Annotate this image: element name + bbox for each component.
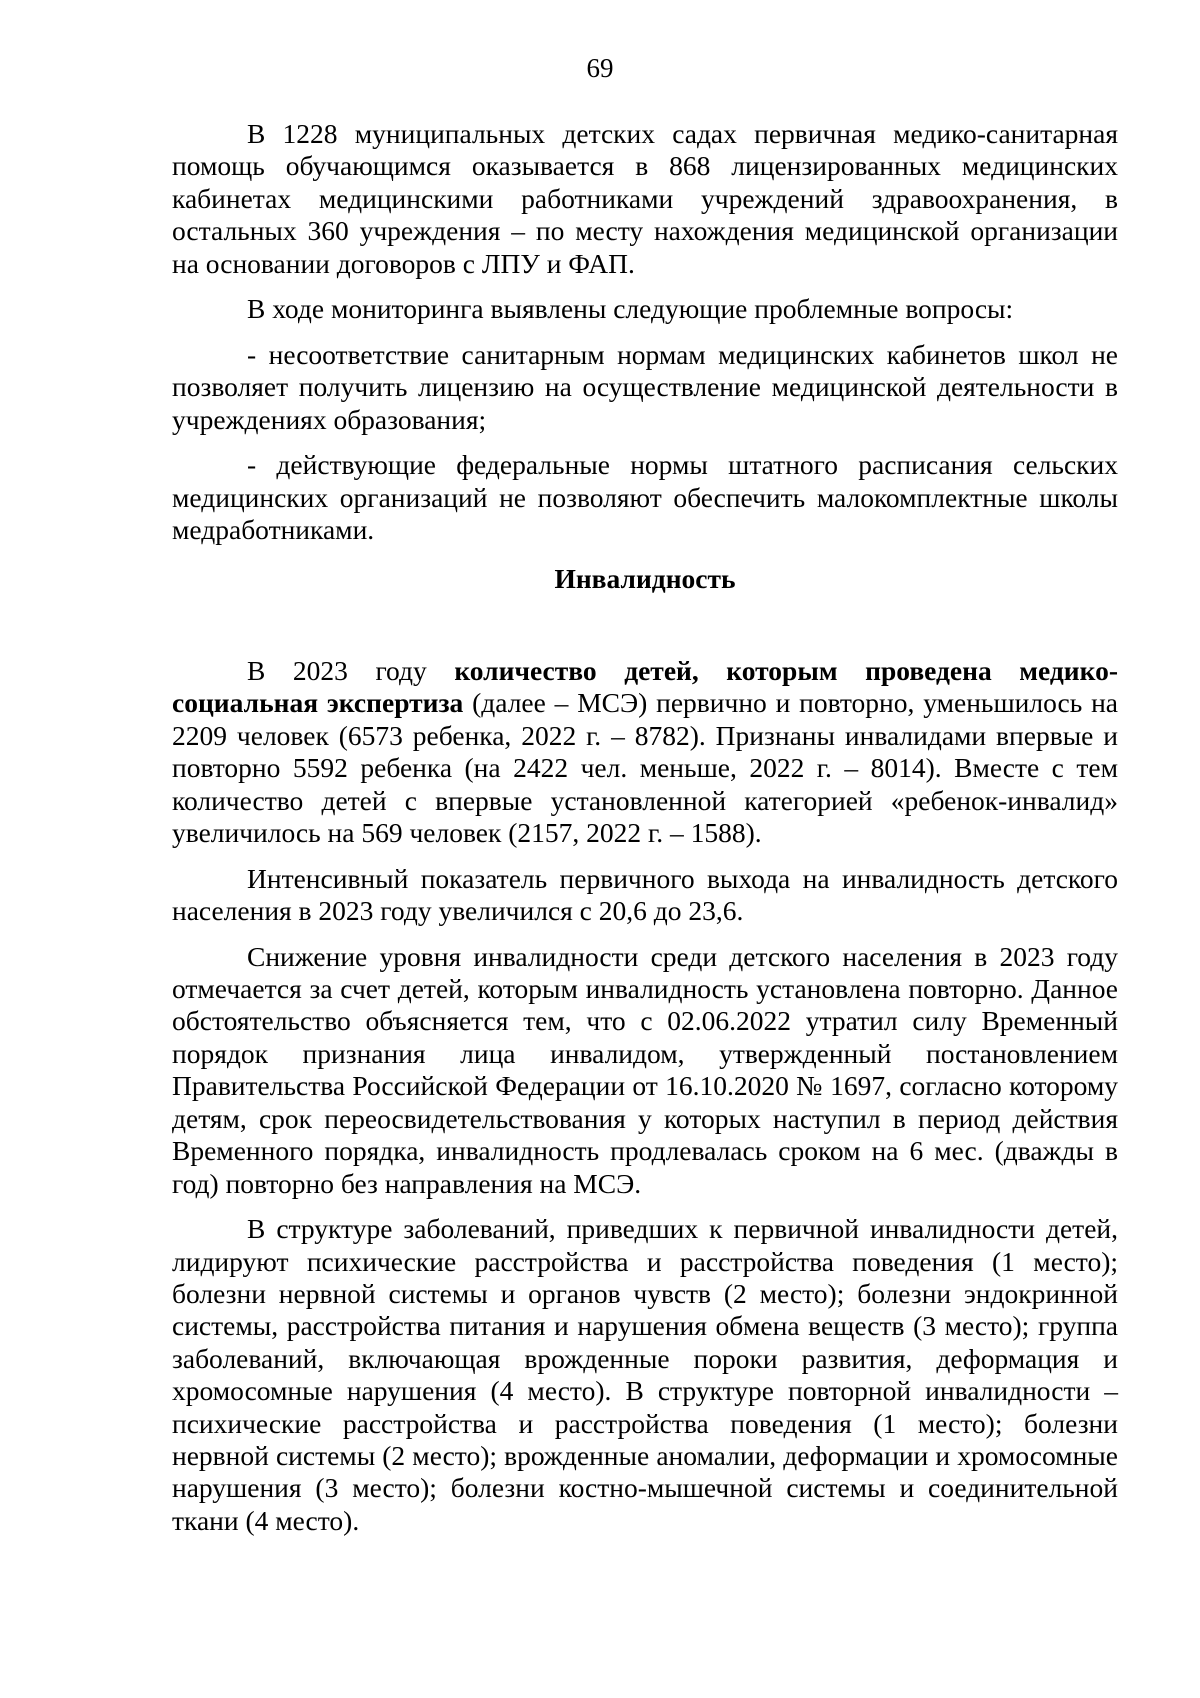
paragraph-rest-text: (далее – МСЭ) первично и повторно, уменьшилось на 2209 человек (6573 ребенка, 2022 г. – 8782). Признаны инвалидами впервые и повторно 5592 ребенка (на 2422 чел. меньше, 2022 г. – 8014). Вместе с тем количество детей с впервые установленной категорией «ребенок-инвалид» увеличилось на 569 человек (2157, 2022 г. – 1588). [172,687,1118,849]
paragraph-disease-structure: В структуре заболеваний, приведших к первичной инвалидности детей, лидируют психические расстройства и расстройства поведения (1 место); болезни нервной системы и органов чувств (2 место); болезни эндокринной системы, расстройства питания и нарушения обмена веществ (3 место); группа заболеваний, включающая врожденные пороки развития, деформация и хромосомные нарушения (4 место). В структуре повторной инвалидности – психические расстройства и расстройства поведения (1 место); болезни нервной системы (2 место); врожденные аномалии, деформации и хромосомные нарушения (3 место); болезни костно-мышечной системы и соединительной ткани (4 место). [172,1213,1118,1536]
paragraph-bold-text: количество детей, которым проведена медико-социальная экспертиза [172,655,1119,719]
section-heading: Инвалидность [554,562,736,594]
paragraph-disability-decrease: Снижение уровня инвалидности среди детского населения в 2023 году отмечается за счет детей, которым инвалидность установлена повторно. Данное обстоятельство объясняется тем, что с 02.06.2022 утратил силу Временный порядок признания лица инвалидом, утвержденный постановлением Правительства Российской Федерации от 16.10.2020 № 1697, согласно которому детям, срок переосвидетельствования у которых наступил в период действия Временного порядка, инвалидность продлевалась сроком на 6 мес. (дважды в год) повторно без направления на МСЭ. [172,940,1118,1199]
paragraph-kindergartens: В 1228 муниципальных детских садах первичная медико-санитарная помощь обучающимся оказывается в 868 лицензированных медицинских кабинетах медицинскими работниками учреждений здравоохранения, в остальных 360 учреждения – по месту нахождения медицинской организации на основании договоров с ЛПУ и ФАП. [172,118,1118,279]
paragraph-intensive-indicator: Интенсивный показатель первичного выхода на инвалидность детского населения в 2023 году увеличился с 20,6 до 23,6. [172,862,1118,927]
paragraph-issue-staffing: - действующие федеральные нормы штатного расписания сельских медицинских организаций не позволяют обеспечить малокомплектные школы медработниками. [172,449,1118,546]
paragraph-issue-licensing: - несоответствие санитарным нормам медицинских кабинетов школ не позволяет получить лицензию на осуществление медицинской деятельности в учреждениях образования; [172,338,1118,435]
paragraph-lead-text: В 2023 году [247,655,455,687]
paragraph-mse-statistics [172,655,1118,849]
spacer [172,595,1118,655]
paragraph-monitoring-issues: В ходе мониторинга выявлены следующие проблемные вопросы: [247,293,1014,325]
page-content [172,118,1118,1550]
page-number: 69 [586,53,614,83]
